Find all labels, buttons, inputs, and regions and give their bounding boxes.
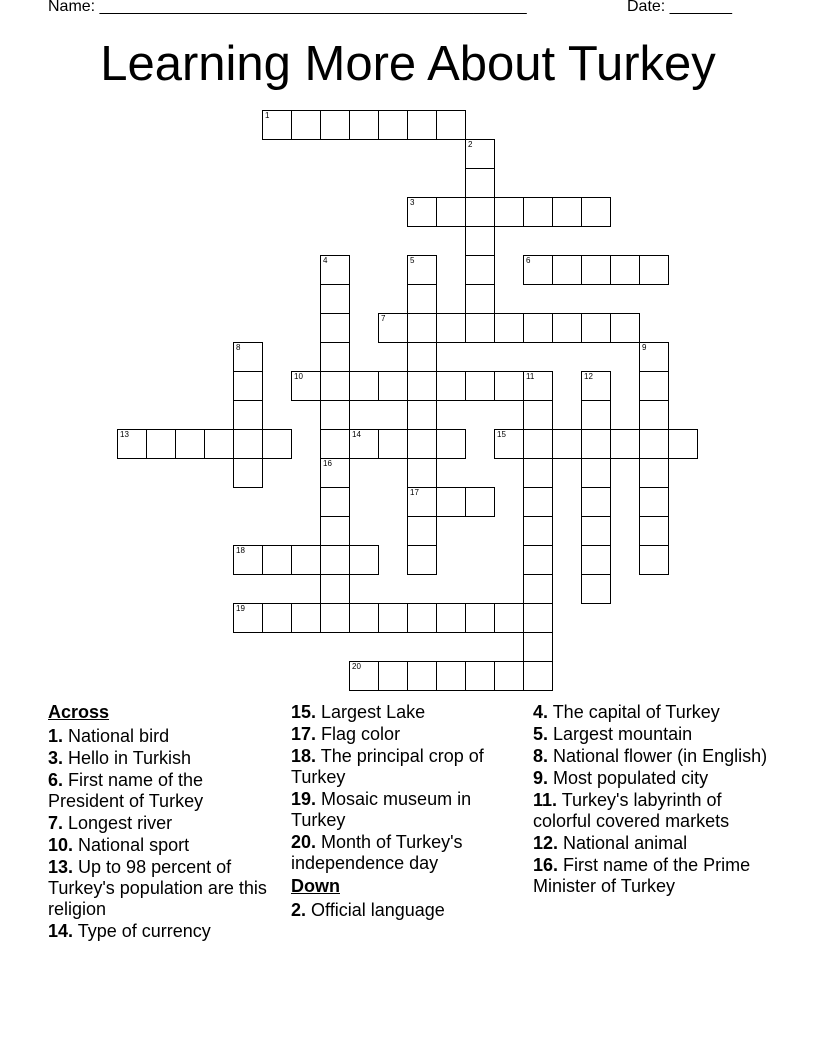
down-clue [533, 833, 773, 854]
across-clue [291, 789, 521, 831]
grid-cell[interactable] [204, 429, 234, 459]
grid-cell[interactable] [407, 313, 437, 343]
grid-cell[interactable] [523, 487, 553, 517]
grid-cell[interactable] [581, 516, 611, 546]
grid-cell[interactable] [639, 342, 669, 372]
grid-cell[interactable] [320, 110, 350, 140]
clue-number: 14 [352, 430, 361, 439]
grid-cell[interactable] [233, 458, 263, 488]
grid-cell[interactable] [436, 197, 466, 227]
grid-cell[interactable] [523, 603, 553, 633]
grid-cell[interactable] [465, 603, 495, 633]
clue-number: 17 [410, 488, 419, 497]
grid-cell[interactable] [262, 545, 292, 575]
clue-text: The capital of Turkey [548, 702, 720, 722]
across-clue [48, 748, 278, 769]
grid-cell[interactable] [552, 313, 582, 343]
grid-cell[interactable] [465, 139, 495, 169]
clue-text: Mosaic museum in Turkey [291, 789, 472, 830]
grid-cell[interactable] [465, 284, 495, 314]
grid-cell[interactable] [610, 255, 640, 285]
grid-cell[interactable] [320, 255, 350, 285]
clue-number: 5 [410, 256, 415, 265]
grid-cell[interactable] [494, 313, 524, 343]
clue-number: 12. [533, 833, 559, 853]
clue-number: 4. [533, 702, 549, 722]
grid-cell[interactable] [581, 574, 611, 604]
grid-cell[interactable] [465, 168, 495, 198]
clues-column-2 [291, 702, 521, 922]
grid-cell[interactable] [320, 371, 350, 401]
grid-cell[interactable] [349, 603, 379, 633]
grid-cell[interactable] [320, 516, 350, 546]
grid-cell[interactable] [465, 371, 495, 401]
across-clue [291, 746, 521, 788]
grid-cell[interactable] [320, 487, 350, 517]
grid-cell[interactable] [523, 516, 553, 546]
grid-cell[interactable] [320, 458, 350, 488]
clue-number: 14. [48, 921, 74, 941]
grid-cell[interactable] [291, 110, 321, 140]
grid-cell[interactable] [320, 342, 350, 372]
grid-cell[interactable] [117, 429, 147, 459]
grid-cell[interactable] [465, 197, 495, 227]
down-clue [291, 900, 521, 921]
grid-cell[interactable] [378, 110, 408, 140]
grid-cell[interactable] [523, 632, 553, 662]
grid-cell[interactable] [523, 429, 553, 459]
clue-number: 1. [48, 726, 64, 746]
grid-cell[interactable] [639, 255, 669, 285]
grid-cell[interactable] [146, 429, 176, 459]
grid-cell[interactable] [291, 371, 321, 401]
date-blank: _______ [669, 0, 732, 15]
grid-cell[interactable] [349, 661, 379, 691]
grid-cell[interactable] [233, 400, 263, 430]
grid-cell[interactable] [349, 429, 379, 459]
across-clue [291, 702, 521, 723]
clues-column-1 [48, 702, 278, 943]
across-heading: Across [48, 702, 110, 722]
clues-column-3 [533, 702, 773, 898]
clue-number: 13 [120, 430, 129, 439]
grid-cell[interactable] [407, 342, 437, 372]
grid-cell[interactable] [436, 371, 466, 401]
grid-cell[interactable] [581, 313, 611, 343]
grid-cell[interactable] [233, 371, 263, 401]
grid-cell[interactable] [639, 545, 669, 575]
grid-cell[interactable] [494, 603, 524, 633]
grid-cell[interactable] [581, 371, 611, 401]
grid-cell[interactable] [262, 110, 292, 140]
clue-number: 7 [381, 314, 386, 323]
grid-cell[interactable] [581, 400, 611, 430]
clue-number: 16. [533, 855, 559, 875]
clue-text: National sport [73, 835, 190, 855]
grid-cell[interactable] [494, 429, 524, 459]
grid-cell[interactable] [581, 429, 611, 459]
grid-cell[interactable] [639, 400, 669, 430]
grid-cell[interactable] [407, 458, 437, 488]
clue-text: First name of the President of Turkey [48, 770, 204, 811]
grid-cell[interactable] [523, 400, 553, 430]
grid-cell[interactable] [581, 458, 611, 488]
across-clue [48, 813, 278, 834]
clue-number: 8 [236, 343, 241, 352]
clue-text: Longest river [63, 813, 173, 833]
grid-cell[interactable] [436, 487, 466, 517]
grid-cell[interactable] [610, 429, 640, 459]
grid-cell[interactable] [523, 255, 553, 285]
grid-cell[interactable] [262, 603, 292, 633]
clue-number: 20. [291, 832, 317, 852]
down-clue [533, 724, 773, 745]
grid-cell[interactable] [552, 197, 582, 227]
clue-text: Flag color [316, 724, 401, 744]
grid-cell[interactable] [407, 545, 437, 575]
grid-cell[interactable] [523, 661, 553, 691]
across-clue [48, 921, 278, 942]
page-title: Learning More About Turkey [100, 37, 716, 91]
grid-cell[interactable] [494, 371, 524, 401]
grid-cell[interactable] [407, 371, 437, 401]
grid-cell[interactable] [436, 603, 466, 633]
clue-text: First name of the Prime Minister of Turkey [533, 855, 751, 896]
clue-text: Most populated city [548, 768, 709, 788]
grid-cell[interactable] [581, 197, 611, 227]
grid-cell[interactable] [407, 661, 437, 691]
clue-text: Month of Turkey's independence day [291, 832, 463, 873]
down-clue [533, 855, 773, 897]
grid-cell[interactable] [465, 661, 495, 691]
clue-number: 18. [291, 746, 317, 766]
clue-number: 9 [642, 343, 647, 352]
grid-cell[interactable] [349, 371, 379, 401]
clue-text: Official language [306, 900, 445, 920]
grid-cell[interactable] [378, 429, 408, 459]
date-label: Date: [627, 0, 666, 15]
clue-number: 15 [497, 430, 506, 439]
clue-number: 17. [291, 724, 317, 744]
grid-cell[interactable] [494, 661, 524, 691]
grid-cell[interactable] [639, 371, 669, 401]
grid-cell[interactable] [581, 545, 611, 575]
grid-cell[interactable] [320, 603, 350, 633]
clue-number: 13. [48, 857, 74, 877]
grid-cell[interactable] [436, 429, 466, 459]
grid-cell[interactable] [407, 516, 437, 546]
clue-text: Largest Lake [316, 702, 426, 722]
grid-cell[interactable] [320, 284, 350, 314]
clue-text: Type of currency [73, 921, 211, 941]
clue-number: 10 [294, 372, 303, 381]
across-clue [48, 857, 278, 920]
clue-text: Turkey's labyrinth of colorful covered markets [533, 790, 730, 831]
grid-cell[interactable] [494, 197, 524, 227]
grid-cell[interactable] [378, 313, 408, 343]
across-clue [48, 835, 278, 856]
grid-cell[interactable] [523, 545, 553, 575]
clue-text: National flower (in English) [548, 746, 768, 766]
clue-number: 8. [533, 746, 549, 766]
grid-cell[interactable] [407, 487, 437, 517]
clue-number: 2. [291, 900, 307, 920]
clue-number: 19. [291, 789, 317, 809]
grid-cell[interactable] [523, 371, 553, 401]
clue-number: 20 [352, 662, 361, 671]
down-clue [533, 702, 773, 723]
grid-cell[interactable] [407, 197, 437, 227]
grid-cell[interactable] [175, 429, 205, 459]
across-clue [48, 726, 278, 747]
clue-number: 18 [236, 546, 245, 555]
grid-cell[interactable] [523, 458, 553, 488]
grid-cell[interactable] [349, 545, 379, 575]
grid-cell[interactable] [233, 603, 263, 633]
grid-cell[interactable] [320, 545, 350, 575]
clue-number: 5. [533, 724, 549, 744]
grid-cell[interactable] [233, 545, 263, 575]
grid-cell[interactable] [291, 545, 321, 575]
grid-cell[interactable] [465, 226, 495, 256]
clue-text: The principal crop of Turkey [291, 746, 484, 787]
grid-cell[interactable] [407, 110, 437, 140]
grid-cell[interactable] [639, 516, 669, 546]
grid-cell[interactable] [552, 429, 582, 459]
grid-cell[interactable] [639, 458, 669, 488]
grid-cell[interactable] [291, 603, 321, 633]
name-label: Name: [48, 0, 96, 15]
clue-number: 9. [533, 768, 549, 788]
clue-number: 11 [526, 372, 535, 381]
clue-text: Up to 98 percent of Turkey's population are this religion [48, 857, 267, 919]
grid-cell[interactable] [581, 255, 611, 285]
clue-number: 6 [526, 256, 531, 265]
clue-number: 3. [48, 748, 64, 768]
grid-cell[interactable] [668, 429, 698, 459]
clue-number: 6. [48, 770, 64, 790]
grid-cell[interactable] [465, 313, 495, 343]
across-clue [291, 724, 521, 745]
grid-cell[interactable] [436, 661, 466, 691]
clue-number: 15. [291, 702, 317, 722]
grid-cell[interactable] [407, 429, 437, 459]
grid-cell[interactable] [378, 603, 408, 633]
name-blank: ________________________________________________ [99, 0, 527, 15]
clue-number: 7. [48, 813, 64, 833]
grid-cell[interactable] [320, 574, 350, 604]
down-heading: Down [291, 876, 340, 896]
clue-number: 19 [236, 604, 245, 613]
grid-cell[interactable] [407, 284, 437, 314]
grid-cell[interactable] [465, 487, 495, 517]
grid-cell[interactable] [320, 429, 350, 459]
down-clue [533, 746, 773, 767]
across-clue [48, 770, 278, 812]
across-clue [291, 832, 521, 874]
grid-cell[interactable] [523, 197, 553, 227]
grid-cell[interactable] [407, 400, 437, 430]
clue-text: National animal [558, 833, 688, 853]
grid-cell[interactable] [639, 487, 669, 517]
grid-cell[interactable] [233, 429, 263, 459]
clue-number: 11. [533, 790, 558, 810]
clue-number: 16 [323, 459, 332, 468]
down-clue [533, 790, 773, 832]
clue-text: Largest mountain [548, 724, 693, 744]
grid-cell[interactable] [262, 429, 292, 459]
grid-cell[interactable] [378, 661, 408, 691]
clue-number: 10. [48, 835, 74, 855]
grid-cell[interactable] [233, 342, 263, 372]
grid-cell[interactable] [407, 603, 437, 633]
clue-number: 1 [265, 111, 270, 120]
grid-cell[interactable] [552, 255, 582, 285]
clue-number: 12 [584, 372, 593, 381]
grid-cell[interactable] [407, 255, 437, 285]
grid-cell[interactable] [523, 574, 553, 604]
grid-cell[interactable] [349, 110, 379, 140]
grid-cell[interactable] [610, 313, 640, 343]
grid-cell[interactable] [436, 313, 466, 343]
grid-cell[interactable] [320, 313, 350, 343]
grid-cell[interactable] [465, 255, 495, 285]
down-clue [533, 768, 773, 789]
grid-cell[interactable] [320, 400, 350, 430]
grid-cell[interactable] [523, 313, 553, 343]
clue-text: Hello in Turkish [63, 748, 192, 768]
clue-text: National bird [63, 726, 170, 746]
grid-cell[interactable] [581, 487, 611, 517]
clue-number: 3 [410, 198, 415, 207]
grid-cell[interactable] [378, 371, 408, 401]
grid-cell[interactable] [639, 429, 669, 459]
grid-cell[interactable] [436, 110, 466, 140]
clue-number: 2 [468, 140, 473, 149]
clue-number: 4 [323, 256, 328, 265]
